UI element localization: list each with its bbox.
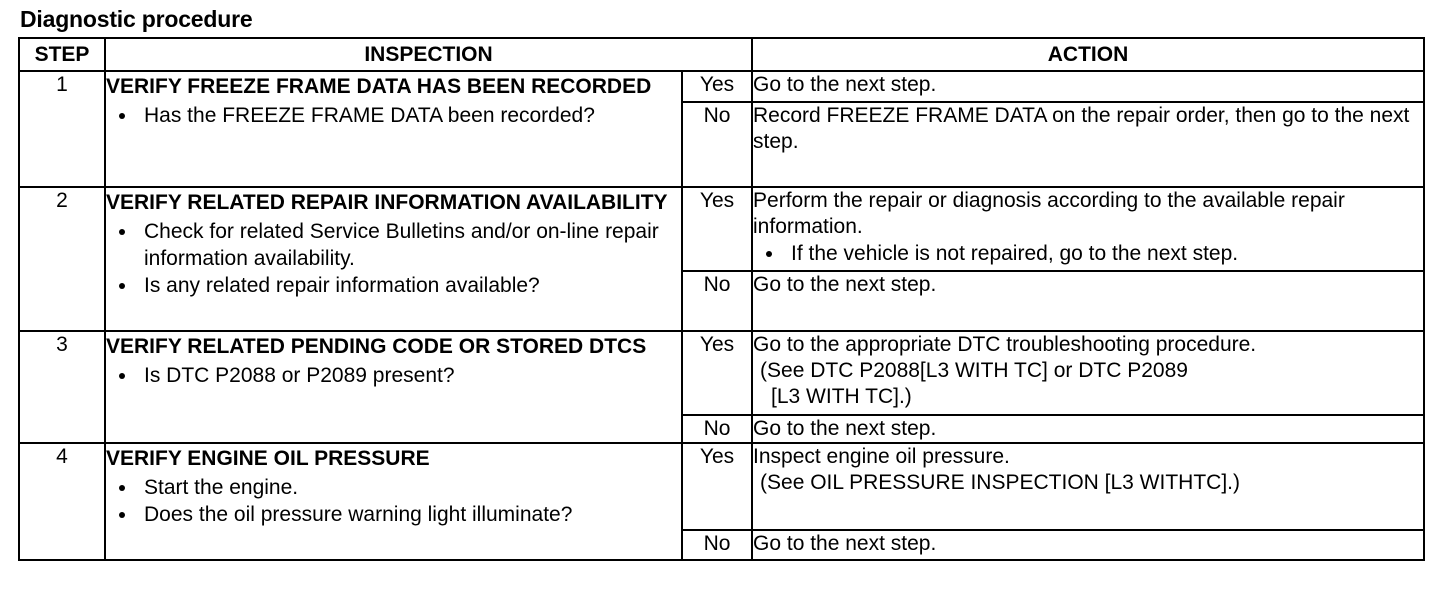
- yes-label: Yes: [682, 71, 752, 102]
- bullet-item: Check for related Service Bulletins and/or on-line repair information availability.: [106, 218, 681, 272]
- no-action: Go to the next step.: [752, 271, 1424, 331]
- table-row: [19, 331, 1424, 415]
- table-header-row: [19, 38, 1424, 71]
- step-number: 2: [19, 187, 105, 331]
- step-number: 4: [19, 443, 105, 560]
- no-label: No: [682, 530, 752, 560]
- bullet-item: Does the oil pressure warning light illuminate?: [106, 501, 681, 528]
- inspection-heading: VERIFY ENGINE OIL PRESSURE: [106, 447, 430, 470]
- table-row: [19, 443, 1424, 530]
- inspection-bullets: [106, 362, 681, 389]
- page-title: Diagnostic procedure: [20, 6, 253, 32]
- bullet-item: Has the FREEZE FRAME DATA been recorded?: [106, 102, 681, 129]
- yes-action: Go to the appropriate DTC troubleshooting procedure.: [753, 333, 1257, 356]
- header-action: ACTION: [752, 38, 1424, 71]
- bullet-item: Is DTC P2088 or P2089 present?: [106, 362, 681, 389]
- inspection-cell: [105, 187, 682, 331]
- step-number: 1: [19, 71, 105, 187]
- no-label: No: [682, 415, 752, 443]
- table-row: [19, 71, 1424, 102]
- inspection-heading: VERIFY RELATED PENDING CODE OR STORED DTCS: [106, 335, 647, 358]
- header-step: STEP: [19, 38, 105, 71]
- yes-action: Go to the next step.: [752, 71, 1424, 102]
- no-label: No: [682, 102, 752, 187]
- no-action: Go to the next step.: [752, 415, 1424, 443]
- no-action: Record FREEZE FRAME DATA on the repair order, then go to the next step.: [752, 102, 1424, 187]
- inspection-bullets: [106, 218, 681, 299]
- yes-label: Yes: [682, 331, 752, 415]
- table-row: [19, 187, 1424, 271]
- inspection-cell: [105, 331, 682, 443]
- inspection-bullets: [106, 474, 681, 528]
- yes-action: Inspect engine oil pressure.: [753, 445, 1010, 468]
- inspection-heading: VERIFY FREEZE FRAME DATA HAS BEEN RECORDED: [106, 75, 652, 98]
- step-number: 3: [19, 331, 105, 443]
- yes-label: Yes: [682, 187, 752, 271]
- inspection-cell: [105, 443, 682, 560]
- inspection-heading: VERIFY RELATED REPAIR INFORMATION AVAILABILITY: [106, 191, 668, 214]
- inspection-bullets: [106, 102, 681, 129]
- header-inspection: INSPECTION: [105, 38, 752, 71]
- bullet-item: If the vehicle is not repaired, go to the next step.: [753, 240, 1423, 267]
- reference-link[interactable]: [L3 WITH TC].): [771, 385, 912, 408]
- diagnostic-procedure-table: [18, 37, 1425, 561]
- inspection-cell: [105, 71, 682, 187]
- yes-action: Perform the repair or diagnosis according to the available repair information.: [753, 189, 1345, 238]
- bullet-item: Start the engine.: [106, 474, 681, 501]
- action-bullets: [753, 240, 1423, 267]
- yes-action-cell: [752, 187, 1424, 271]
- no-label: No: [682, 271, 752, 331]
- reference-link[interactable]: (See OIL PRESSURE INSPECTION [L3 WITHTC].): [760, 471, 1240, 494]
- yes-action-cell: [752, 331, 1424, 415]
- bullet-item: Is any related repair information available?: [106, 272, 681, 299]
- reference-link[interactable]: (See DTC P2088[L3 WITH TC] or DTC P2089: [760, 359, 1188, 382]
- yes-label: Yes: [682, 443, 752, 530]
- no-action: Go to the next step.: [752, 530, 1424, 560]
- yes-action-cell: [752, 443, 1424, 530]
